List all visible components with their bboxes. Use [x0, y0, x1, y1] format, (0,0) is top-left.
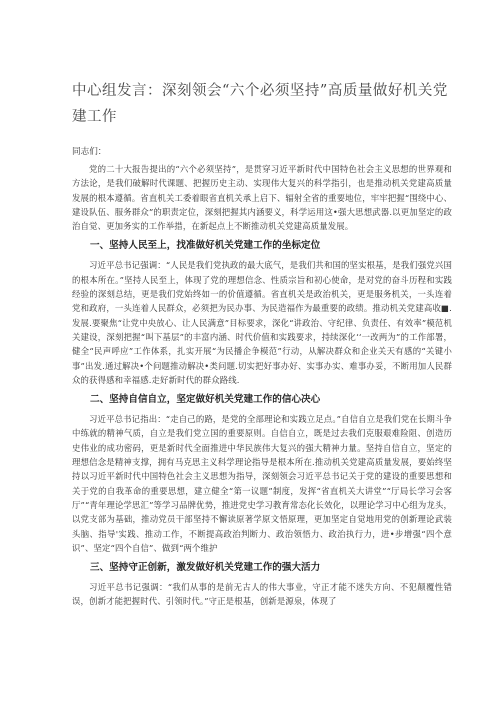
- section-2-heading: 二、坚持自信自立，坚定做好机关党建工作的信心决心: [90, 394, 321, 406]
- section-3-body: 习近平总书记强调：“我们从事的是前无古人的伟大事业，守正才能不迷失方向、不犯颠覆性错误，创新才能把握时代、引领时代。”守正是根基，创新是源泉，体现了: [72, 582, 452, 607]
- document-title: 中心组发言：深刻领会“六个必须坚持”高质量做好机关党建工作: [72, 83, 448, 125]
- section-1-heading: 一、坚持人民至上，找准做好机关党建工作的坐标定位: [90, 240, 321, 252]
- intro-paragraph: 党的二十大报告提出的“六个必须坚持”，是贯穿习近平新时代中国特色社会主义思想的世界观和方法论，是我们破解时代课题、把握历史主动、实现伟大复兴的科学指引，也是推动机关党建高质量发展的根本遵循。省直机关工委着眼省直机关承上启下、辐射全省的重要地位，牢牢把握“围绕中心、建设队伍、服务群众”的职责定位，深刻把握其内涵要义，科学运用这•强大思想武器.以更加坚定的政治自觉、更加务实的工作举措，在新起点上不断推动机关党建高质量发展。: [72, 164, 452, 232]
- section-3-heading: 三、坚持守正创新，激发做好机关党建工作的强大活力: [90, 562, 321, 574]
- section-1-body: 习近平总书记强调：“人民是我们党执政的最大底气，是我们共和国的坚实根基，是我们强党兴国的根本所在。”坚持人民至上，体现了党的理想信念、性质宗旨和初心使命，是对党的奋斗历程和实践经验的深刻总结，更是我们党始终如一的价值遵循。省直机关是政治机关，更是服务机关，一头连着党和政府，一头连着人民群众，必须把为民办事、为民造福作为最重要的政绩。推动机关党建高收■.发展.要聚焦“让党中央放心、让人民满意”目标要求，深化“讲政治、守纪律、负责任、有效率”模范机关建设，深刻把握“叫下基层”的丰富内涵、时代价值和实践要求，持续深化‘‘一改两为”的工作部署，健全“民声呼应”工作体系，扎实开展“为民播企争模范”行动，从解决群众和企业关天有感的“关键小事”出发.通过解决•个问题推动解决•类问题.切实把好事办好、实事办实、难事办妥，不断用加人民群众的获得感和幸福感.走好新时代的群众路线.: [72, 260, 452, 385]
- section-2-body: 习近平总书记指出：“走自己的路，是党的全部理论和实践立足点。”自信自立是我们党在长期斗争中练就的精神气质，自立是我们党立国的重要原则。自信自立，既是过去我们克服艰难险阻、创造历史伟业的成功密码，更是新时代全面推进中华民族伟大复兴的强大精神力量。坚持自信自立，坚定的理想信念是精神支撑，拥有马克思主义科学理论指导是根本所在.推动机关党建高质量发展，要始终坚持以习近平新时代中国特色社会主义思想为指导，深刻领会习近平总书记关于党的建设的重要思想和关于党的自我革命的重要思想，建立健全“第一议题”制度，发挥“省直机关大讲堂”“厅局长学习会客厅”“青年理论学思汇”等学习品牌优势，推进党史学习教育常态化长效化，以理论学习中心组为龙头，以党支部为基础，推动党员干部坚持不懈读原著学原文悟原理，更加坚定自觉地用党的创新理论武装头脑、指导'实践、推动工作，不断提高政治判断力、政治领悟力、政治执行力，进•步增强“四个意识”、坚定“四个自信”、做到“两个维护: [72, 414, 452, 553]
- greeting: 同志们：: [72, 147, 107, 157]
